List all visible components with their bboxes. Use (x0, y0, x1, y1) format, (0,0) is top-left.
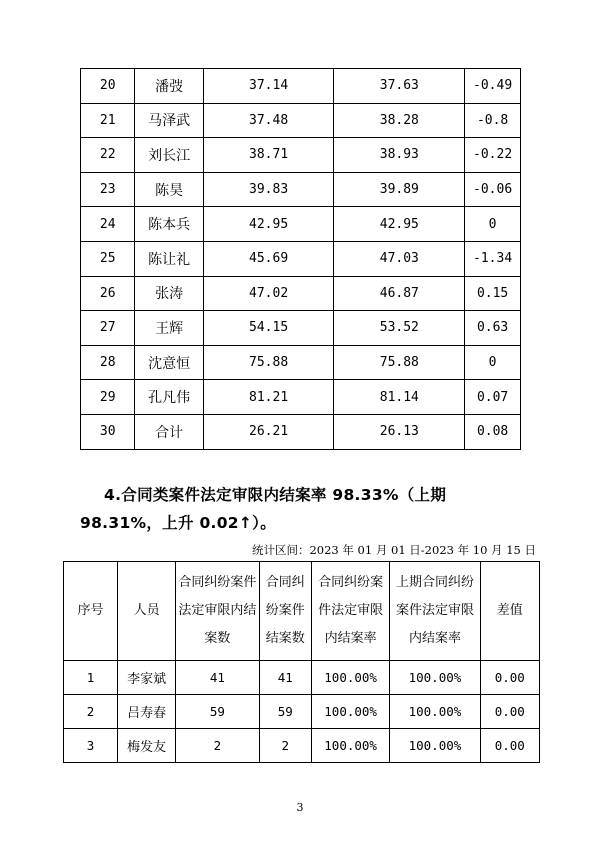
cell-v2: 42.95 (334, 207, 465, 242)
cell-v2: 53.52 (334, 311, 465, 346)
cell-v1: 38.71 (203, 138, 334, 173)
cell-no: 3 (64, 729, 118, 763)
cell-diff: -0.8 (465, 103, 521, 138)
table-row (81, 138, 521, 173)
header-rate: 合同纠纷案件法定审限内结案率 (311, 562, 389, 661)
cell-diff: 0.00 (480, 661, 539, 695)
table-row (81, 345, 521, 380)
cell-diff: -0.49 (465, 69, 521, 104)
header-prev-rate: 上期合同纠纷案件法定审限内结案率 (390, 562, 480, 661)
cell-diff: -0.22 (465, 138, 521, 173)
cell-closed: 2 (259, 729, 311, 763)
cell-name: 陈本兵 (135, 207, 203, 242)
page-number: 3 (296, 801, 304, 814)
cell-name: 刘长江 (135, 138, 203, 173)
cell-v1: 47.02 (203, 276, 334, 311)
cell-v1: 75.88 (203, 345, 334, 380)
cell-v2: 81.14 (334, 380, 465, 415)
table-row (81, 311, 521, 346)
cell-v2: 38.28 (334, 103, 465, 138)
contract-table-body (64, 661, 540, 763)
cell-v2: 38.93 (334, 138, 465, 173)
cell-name: 陈让礼 (135, 241, 203, 276)
cell-prev-rate: 100.00% (390, 661, 480, 695)
cell-name: 潘弢 (135, 69, 203, 104)
table-row (81, 241, 521, 276)
section-heading: 4.合同类案件法定审限内结案率 98.33%（上期 98.31%，上升 0.02↑）。 (80, 486, 447, 532)
cell-no: 24 (81, 207, 135, 242)
cell-diff: 0.15 (465, 276, 521, 311)
cell-v1: 37.48 (203, 103, 334, 138)
cell-name: 合计 (135, 414, 203, 449)
contract-table-header (64, 562, 540, 661)
cell-diff: 0.08 (465, 414, 521, 449)
cell-v1: 45.69 (203, 241, 334, 276)
cell-v2: 46.87 (334, 276, 465, 311)
cell-diff: 0.07 (465, 380, 521, 415)
cell-count-in-limit: 2 (176, 729, 260, 763)
cell-no: 23 (81, 172, 135, 207)
cell-v1: 42.95 (203, 207, 334, 242)
cell-no: 2 (64, 695, 118, 729)
header-diff: 差值 (480, 562, 539, 661)
cell-name: 马泽武 (135, 103, 203, 138)
cell-v1: 54.15 (203, 311, 334, 346)
cell-count-in-limit: 41 (176, 661, 260, 695)
cell-rate: 100.00% (311, 695, 389, 729)
ranking-table-body (81, 69, 521, 450)
table-row (81, 69, 521, 104)
cell-name: 孔凡伟 (135, 380, 203, 415)
table-row (81, 207, 521, 242)
cell-closed: 59 (259, 695, 311, 729)
ranking-table-continued (80, 68, 521, 450)
cell-name: 沈意恒 (135, 345, 203, 380)
cell-person: 李家斌 (118, 661, 176, 695)
cell-no: 30 (81, 414, 135, 449)
cell-v1: 26.21 (203, 414, 334, 449)
cell-name: 王辉 (135, 311, 203, 346)
contract-case-table (63, 561, 540, 763)
cell-prev-rate: 100.00% (390, 729, 480, 763)
cell-name: 张涛 (135, 276, 203, 311)
cell-no: 20 (81, 69, 135, 104)
cell-v2: 39.89 (334, 172, 465, 207)
table-row (81, 172, 521, 207)
cell-no: 22 (81, 138, 135, 173)
stat-range: 统计区间：2023 年 01 月 01 日-2023 年 10 月 15 日 (251, 543, 536, 557)
header-row (64, 562, 540, 661)
table-row (81, 414, 521, 449)
cell-v1: 37.14 (203, 69, 334, 104)
table-row (81, 276, 521, 311)
table-row (64, 695, 540, 729)
cell-no: 27 (81, 311, 135, 346)
cell-no: 1 (64, 661, 118, 695)
cell-v1: 81.21 (203, 380, 334, 415)
header-closed: 合同纠纷案件结案数 (259, 562, 311, 661)
cell-prev-rate: 100.00% (390, 695, 480, 729)
cell-no: 25 (81, 241, 135, 276)
cell-person: 梅发友 (118, 729, 176, 763)
cell-no: 21 (81, 103, 135, 138)
cell-no: 28 (81, 345, 135, 380)
table-row (64, 661, 540, 695)
cell-v2: 37.63 (334, 69, 465, 104)
cell-no: 29 (81, 380, 135, 415)
cell-name: 陈昊 (135, 172, 203, 207)
cell-rate: 100.00% (311, 661, 389, 695)
cell-v2: 47.03 (334, 241, 465, 276)
cell-diff: 0.00 (480, 729, 539, 763)
cell-v2: 75.88 (334, 345, 465, 380)
cell-diff: 0 (465, 207, 521, 242)
cell-person: 吕寿春 (118, 695, 176, 729)
cell-v1: 39.83 (203, 172, 334, 207)
header-no: 序号 (64, 562, 118, 661)
header-person: 人员 (118, 562, 176, 661)
header-count-in-limit: 合同纠纷案件法定审限内结案数 (176, 562, 260, 661)
cell-count-in-limit: 59 (176, 695, 260, 729)
table-row (81, 103, 521, 138)
table-row (81, 380, 521, 415)
cell-diff: -1.34 (465, 241, 521, 276)
cell-rate: 100.00% (311, 729, 389, 763)
table-row (64, 729, 540, 763)
cell-no: 26 (81, 276, 135, 311)
cell-diff: 0.00 (480, 695, 539, 729)
cell-v2: 26.13 (334, 414, 465, 449)
cell-closed: 41 (259, 661, 311, 695)
cell-diff: 0 (465, 345, 521, 380)
cell-diff: 0.63 (465, 311, 521, 346)
cell-diff: -0.06 (465, 172, 521, 207)
